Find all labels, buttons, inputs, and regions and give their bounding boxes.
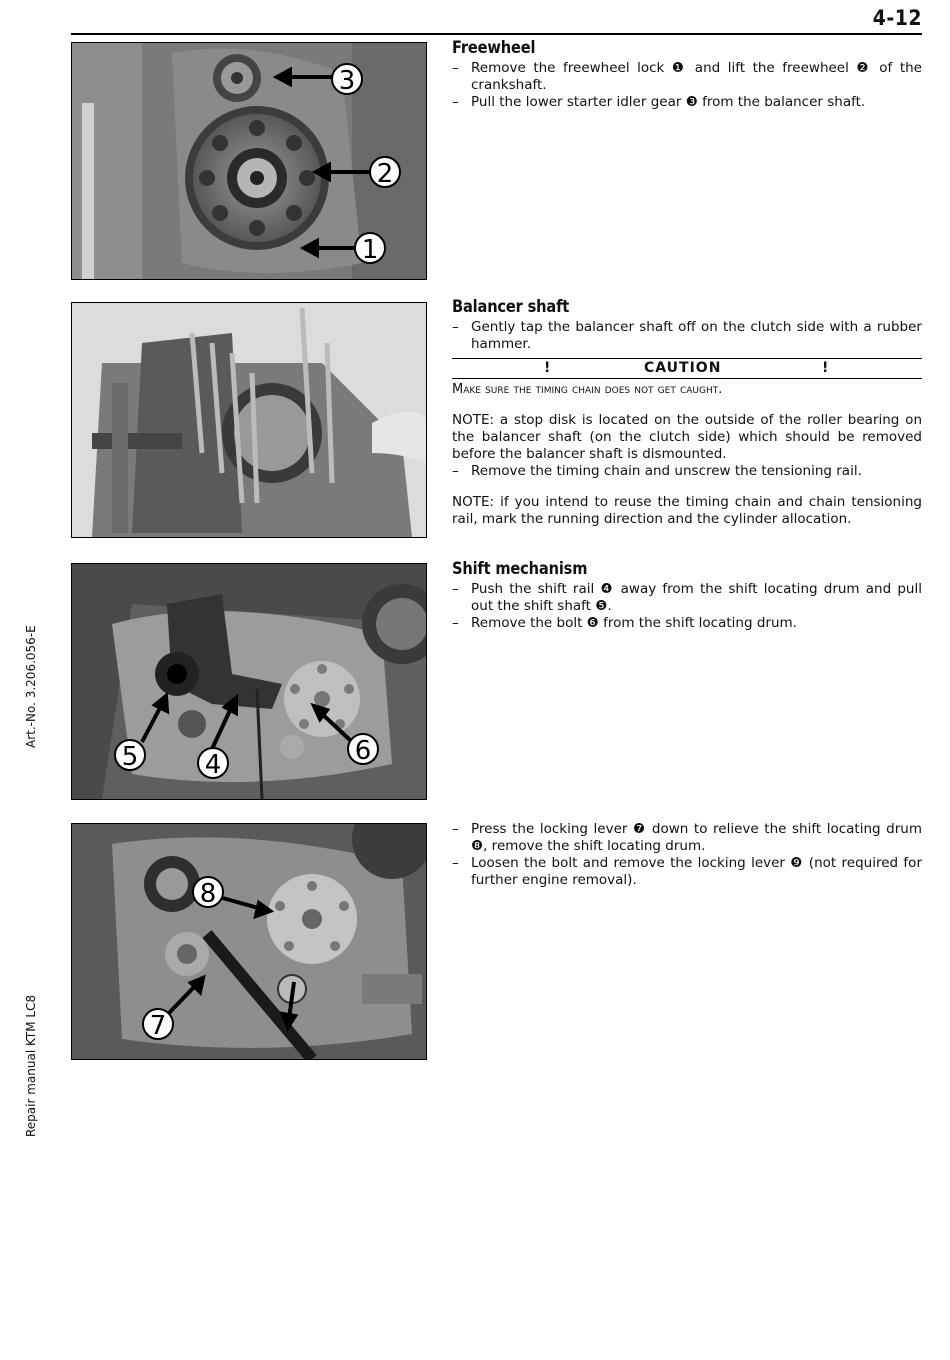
- manual-title: Repair manual KTM LC8: [24, 994, 38, 1137]
- list-item: – Remove the bolt ❻ from the shift locating drum.: [452, 615, 922, 632]
- note-timing-chain: NOTE: if you intend to reuse the timing chain and chain tensioning rail, mark the running direction and the cylinder allocation.: [452, 494, 922, 527]
- callout-2: 2: [376, 159, 394, 189]
- list-item: – Push the shift rail ❹ away from the shift locating drum and pull out the shift shaft ❺.: [452, 581, 922, 615]
- callout-3: 3: [338, 66, 356, 96]
- page-number: 4-12: [872, 6, 922, 30]
- list-item: – Press the locking lever ❼ down to relieve the shift locating drum ❽, remove the shift locating drum.: [452, 821, 922, 855]
- photo-locking-lever: [71, 823, 427, 1060]
- shift-steps: [452, 581, 922, 632]
- list-item: – Remove the freewheel lock ❶ and lift the freewheel ❷ of the crankshaft.: [452, 60, 922, 94]
- photo-shift-mechanism: [71, 563, 427, 800]
- caution-bang-left: !: [544, 360, 551, 376]
- callout-4: 4: [204, 750, 222, 780]
- callout-8: 8: [199, 879, 217, 909]
- freewheel-steps: [452, 60, 922, 111]
- top-rule: [71, 33, 922, 35]
- note-stop-disk: NOTE: a stop disk is located on the outside of the roller bearing on the balancer shaft (on the clutch side) which should be removed before the balancer shaft is dismounted.: [452, 412, 922, 462]
- list-item: – Loosen the bolt and remove the locking lever ❾ (not required for further engine removal).: [452, 855, 922, 889]
- balancer-section: [452, 299, 922, 528]
- locking-steps: [452, 821, 922, 889]
- photo-balancer-shaft: [71, 302, 427, 538]
- caution-bang-right: !: [822, 360, 829, 376]
- callout-7: 7: [149, 1011, 167, 1041]
- photo-freewheel: [71, 42, 427, 280]
- shift-section: [452, 561, 922, 632]
- locking-section: [452, 821, 922, 889]
- list-item: – Remove the timing chain and unscrew the tensioning rail.: [452, 463, 922, 480]
- balancer-steps-2: [452, 463, 922, 480]
- balancer-steps: [452, 319, 922, 353]
- balancer-title: Balancer shaft: [452, 297, 570, 317]
- list-item: – Pull the lower starter idler gear ❸ from the balancer shaft.: [452, 94, 922, 111]
- callout-6: 6: [354, 736, 372, 766]
- list-item: – Gently tap the balancer shaft off on the clutch side with a rubber hammer.: [452, 319, 922, 353]
- caution-label: CAUTION: [644, 360, 722, 376]
- shift-title: Shift mechanism: [452, 559, 588, 579]
- callout-5: 5: [121, 742, 139, 772]
- freewheel-title: Freewheel: [452, 38, 536, 58]
- freewheel-section: [452, 40, 922, 111]
- callout-1: 1: [361, 235, 379, 265]
- caution-text: Make sure the timing chain does not get caught.: [452, 382, 723, 397]
- caution-bar: [452, 358, 922, 379]
- article-number: Art.-No. 3.206.056-E: [24, 625, 38, 748]
